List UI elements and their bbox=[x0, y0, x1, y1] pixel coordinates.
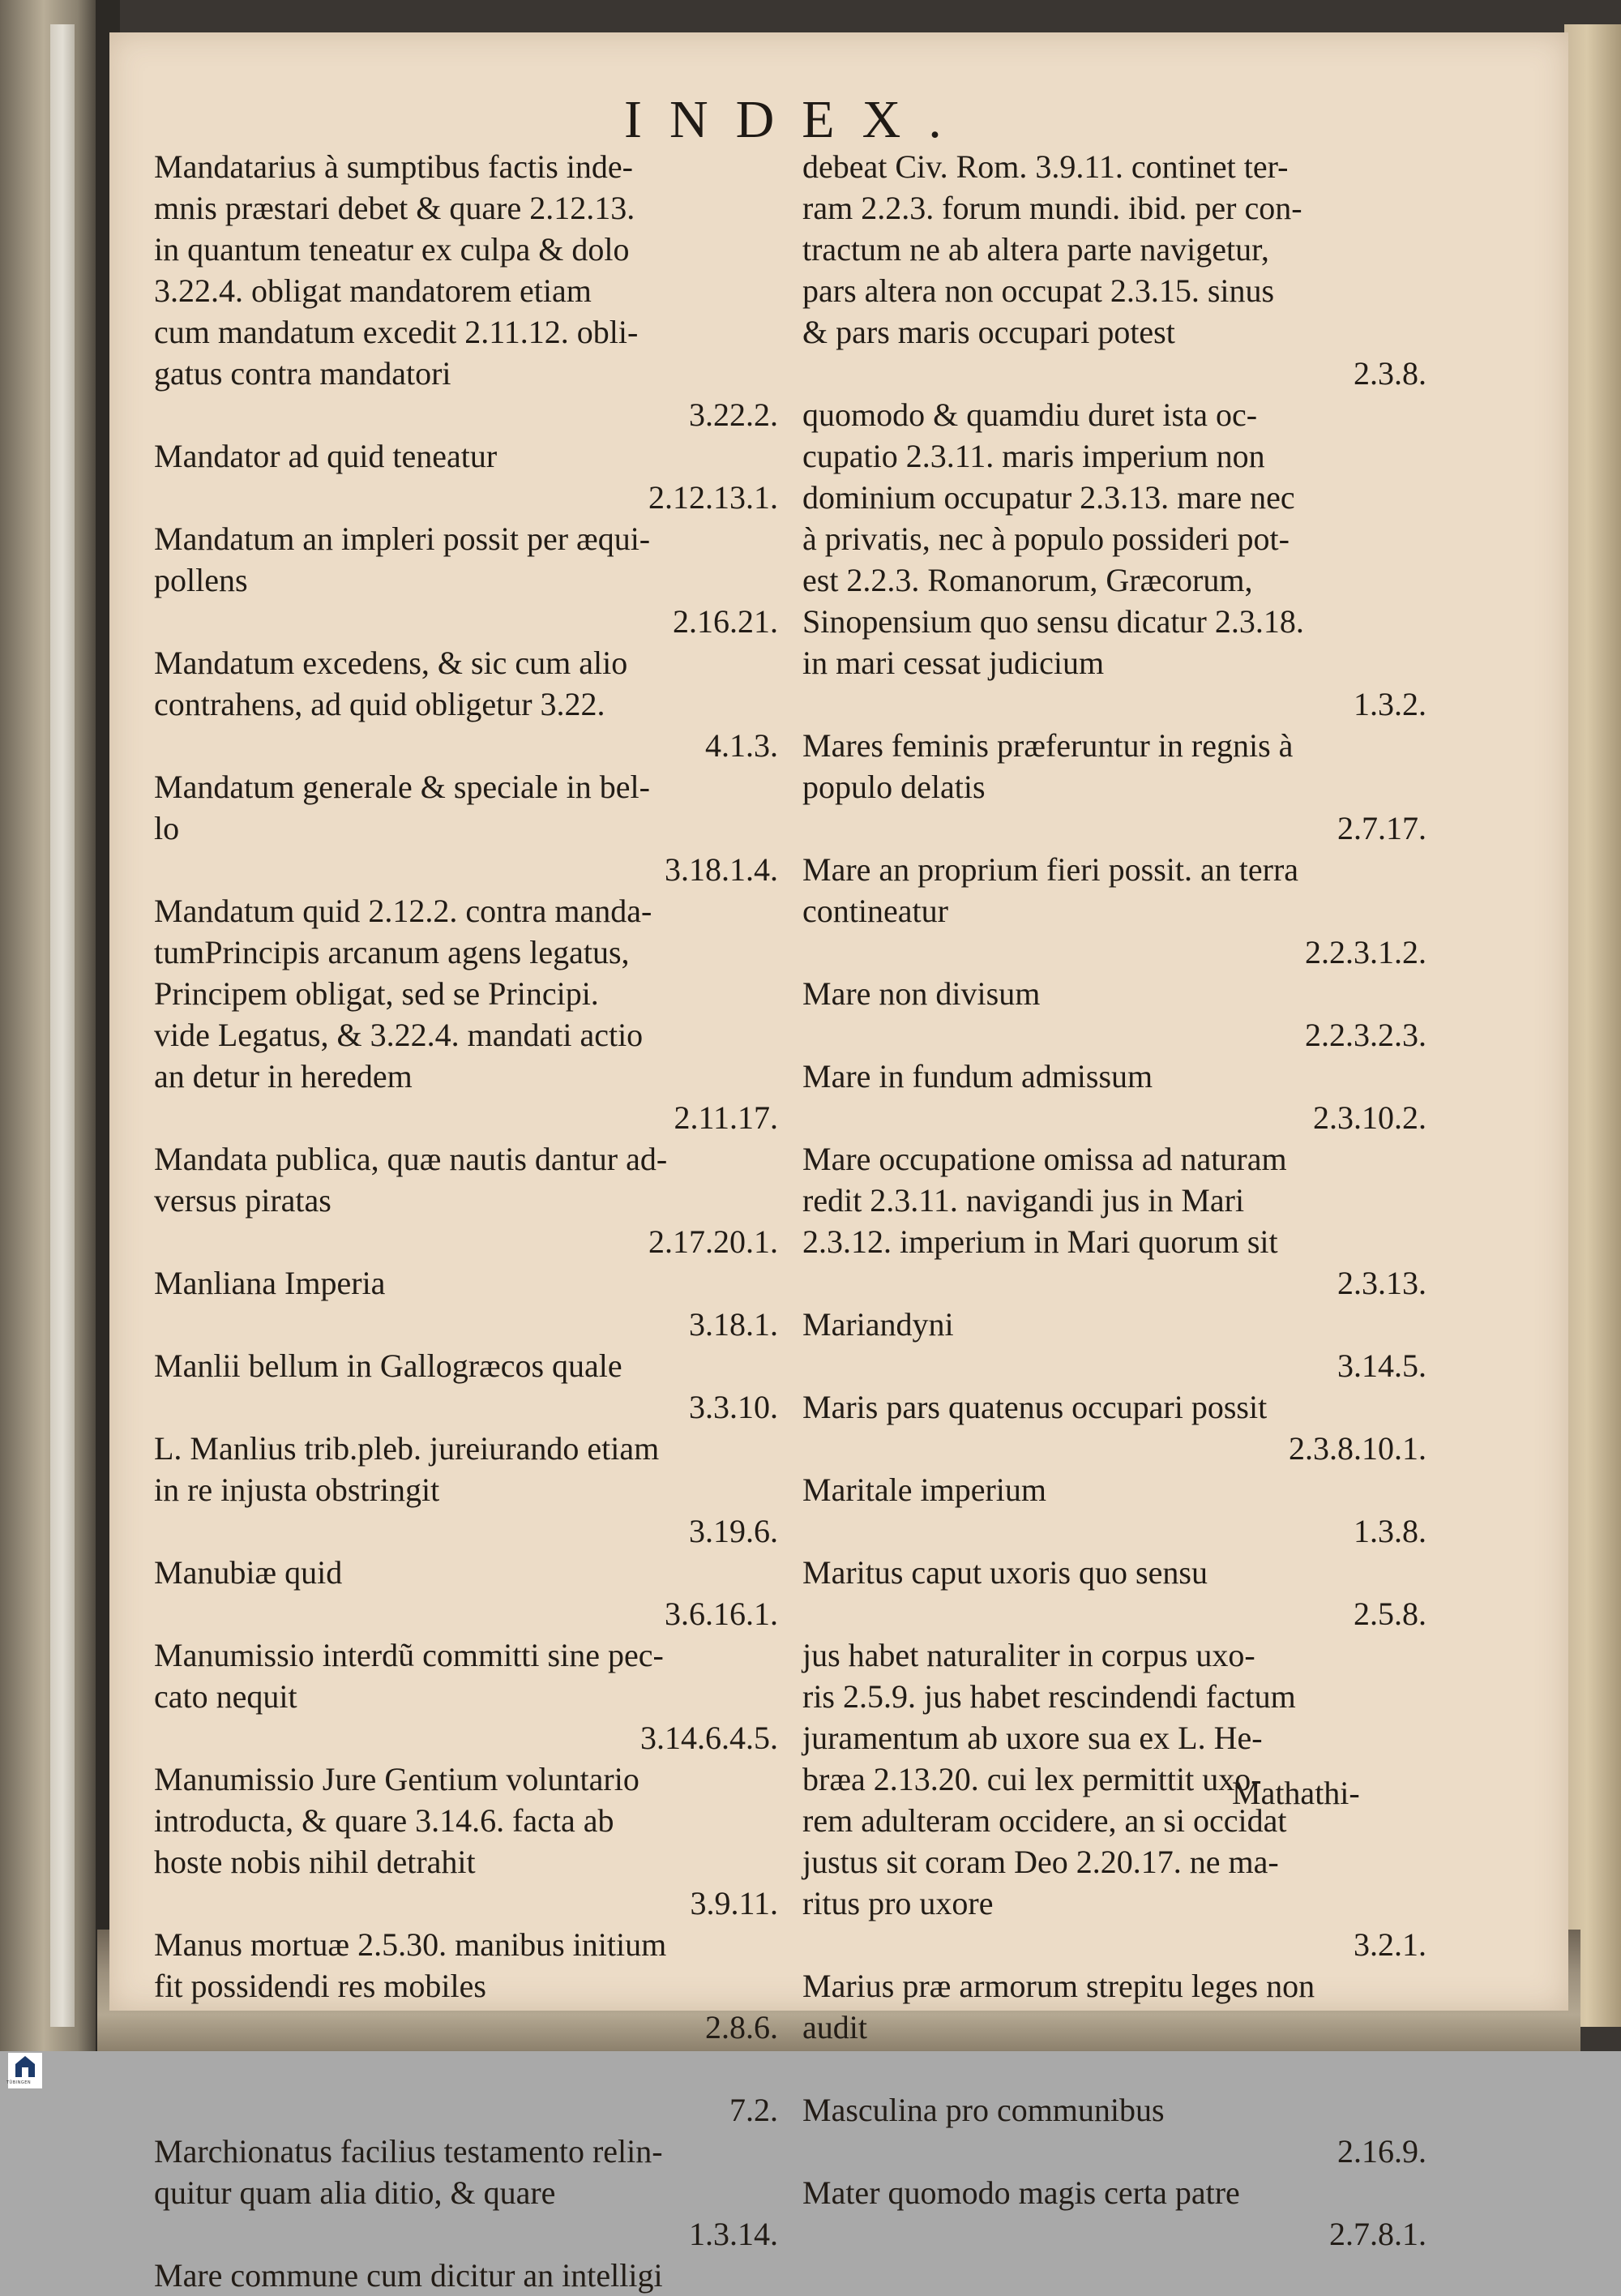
index-entry-line: justus sit coram Deo 2.20.17. ne ma- bbox=[802, 1844, 1279, 1880]
index-entry-line: Maris pars quatenus occupari possit bbox=[802, 1389, 1268, 1425]
index-entry-line: Principem obligat, sed se Principi. bbox=[154, 975, 599, 1012]
index-entry-line: dominium occupatur 2.3.13. mare nec bbox=[802, 479, 1295, 516]
index-entry-line: & pars maris occupari potest bbox=[802, 314, 1175, 350]
index-entry-reference: 4.1.3. bbox=[705, 727, 778, 764]
index-entry bbox=[802, 1056, 1426, 1138]
index-entry bbox=[154, 146, 778, 435]
index-entry-line: bræa 2.13.20. cui lex permittit uxo- bbox=[802, 1761, 1262, 1797]
index-entry-line: Mandatarius à sumptibus factis inde- bbox=[154, 148, 633, 185]
index-entry-reference: 7.2. bbox=[729, 2092, 778, 2128]
index-entry-line: Mares feminis præferuntur in regnis à bbox=[802, 727, 1294, 764]
index-entry bbox=[802, 394, 1426, 725]
index-entry-reference: 1.3.8. bbox=[1354, 1513, 1426, 1549]
index-entry-line: contrahens, ad quid obligetur 3.22. bbox=[154, 686, 605, 722]
index-entry-line: fit possidendi res mobiles bbox=[154, 1968, 486, 2004]
index-entry-line: jus habet naturaliter in corpus uxo- bbox=[802, 1637, 1255, 1673]
index-entry-line: in re injusta obstringit bbox=[154, 1471, 440, 1508]
catchword: Mathathi- bbox=[1232, 1775, 1360, 1811]
index-entry-line: populo delatis bbox=[802, 769, 986, 805]
index-entry bbox=[154, 1552, 778, 1634]
index-entry bbox=[154, 2131, 778, 2255]
index-column-right bbox=[802, 146, 1426, 2255]
facing-page-paper-strip bbox=[50, 24, 75, 2027]
index-entry-line: Mare in fundum admissum bbox=[802, 1058, 1153, 1094]
index-entry-line: vide Legatus, & 3.22.4. mandati actio bbox=[154, 1017, 644, 1053]
page-fore-edge bbox=[1564, 24, 1621, 2027]
page-title: INDEX. bbox=[624, 90, 969, 149]
index-entry-line: Mariandyni bbox=[802, 1306, 954, 1343]
index-entry-reference: 2.3.10.2. bbox=[1313, 1099, 1426, 1136]
index-entry-line: redit 2.3.11. navigandi jus in Mari bbox=[802, 1182, 1245, 1219]
index-entry-line: cato nequit bbox=[154, 1678, 297, 1715]
index-entry-line: Maritus caput uxoris quo sensu bbox=[802, 1554, 1208, 1591]
index-entry-line: mnis præstari debet & quare 2.12.13. bbox=[154, 190, 635, 226]
index-entry-line: an detur in heredem bbox=[154, 1058, 413, 1094]
index-entry bbox=[802, 1469, 1426, 1552]
index-entry bbox=[154, 1345, 778, 1428]
index-entry-reference: 2.17.20.1. bbox=[648, 1223, 778, 1260]
index-entry-line: ram 2.2.3. forum mundi. ibid. per con- bbox=[802, 190, 1302, 226]
index-entry-line: pollens bbox=[154, 562, 248, 598]
index-entry-line: in quantum teneatur ex culpa & dolo bbox=[154, 231, 630, 268]
index-entry-line: lo bbox=[154, 810, 180, 846]
index-entry bbox=[154, 766, 778, 890]
index-entry bbox=[802, 2089, 1426, 2172]
index-entry bbox=[802, 2172, 1426, 2255]
index-entry bbox=[154, 1758, 778, 1924]
index-entry bbox=[154, 642, 778, 766]
index-entry-line: Manus mortuæ 2.5.30. manibus initium bbox=[154, 1926, 667, 1963]
index-entry-line: versus piratas bbox=[154, 1182, 331, 1219]
index-entry bbox=[802, 973, 1426, 1056]
index-entry-reference: 2.2.3.2.3. bbox=[1305, 1017, 1426, 1053]
index-entry bbox=[154, 1428, 778, 1552]
index-entry-line: Manliana Imperia bbox=[154, 1265, 386, 1301]
index-entry bbox=[154, 1262, 778, 1345]
index-entry-line: Manumissio interdũ committi sine pec- bbox=[154, 1637, 664, 1673]
index-entry-line: contineatur bbox=[802, 893, 948, 929]
index-entry-line: 2.3.12. imperium in Mari quorum sit bbox=[802, 1223, 1278, 1260]
index-entry-line: Mandatum an impleri possit per æqui- bbox=[154, 520, 651, 557]
index-entry bbox=[802, 1552, 1426, 1634]
index-entry-line: Manumissio Jure Gentium voluntario bbox=[154, 1761, 639, 1797]
index-entry-line: ritus pro uxore bbox=[802, 1885, 994, 1921]
index-entry-line: Mandatum excedens, & sic cum alio bbox=[154, 645, 628, 681]
index-entry-line: quitur quam alia ditio, & quare bbox=[154, 2174, 556, 2211]
index-entry-line: quomodo & quamdiu duret ista oc- bbox=[802, 396, 1258, 433]
index-entry-reference: 2.3.13. bbox=[1337, 1265, 1426, 1301]
index-entry-reference: 3.3.10. bbox=[689, 1389, 778, 1425]
index-entry bbox=[154, 1924, 778, 2048]
index-entry bbox=[802, 1386, 1426, 1469]
index-entry-line: in mari cessat judicium bbox=[802, 645, 1105, 681]
index-entry-line: L. Manlius trib.pleb. jureiurando etiam bbox=[154, 1430, 660, 1467]
index-entry-line: Mare non divisum bbox=[802, 975, 1041, 1012]
index-entry-reference: 2.11.17. bbox=[674, 1099, 778, 1136]
index-entry-line: Marius præ armorum strepitu leges non bbox=[802, 1968, 1315, 2004]
index-entry bbox=[802, 1138, 1426, 1304]
index-entry-line: Sinopensium quo sensu dicatur 2.3.18. bbox=[802, 603, 1304, 640]
index-entry-line: est 2.2.3. Romanorum, Græcorum, bbox=[802, 562, 1253, 598]
index-entry bbox=[154, 1634, 778, 1758]
index-entry bbox=[154, 435, 778, 518]
index-entry-line: hoste nobis nihil detrahit bbox=[154, 1844, 476, 1880]
index-entry-line: audit bbox=[802, 2009, 867, 2045]
index-entry-line: Mater quomodo magis certa patre bbox=[802, 2174, 1240, 2211]
index-entry bbox=[154, 2255, 778, 2296]
index-entry-line: cupatio 2.3.11. maris imperium non bbox=[802, 438, 1265, 474]
index-entry-reference: 2.12.13.1. bbox=[648, 479, 778, 516]
index-entry-reference: 3.19.6. bbox=[689, 1513, 778, 1549]
index-entry-line: Mare an proprium fieri possit. an terra bbox=[802, 851, 1299, 888]
index-entry-reference: 3.2.1. bbox=[1354, 1926, 1426, 1963]
index-entry-reference: 3.6.16.1. bbox=[665, 1596, 778, 1632]
index-entry-line: Mare occupatione omissa ad naturam bbox=[802, 1141, 1287, 1177]
index-entry-line: cum mandatum excedit 2.11.12. obli- bbox=[154, 314, 639, 350]
index-entry-line: rem adulteram occidere, an si occidat bbox=[802, 1802, 1287, 1839]
index-entry-line: debeat Civ. Rom. 3.9.11. continet ter- bbox=[802, 148, 1289, 185]
index-entry-reference: 3.18.1. bbox=[689, 1306, 778, 1343]
index-entry-line: tractum ne ab altera parte navigetur, bbox=[802, 231, 1269, 268]
index-entry bbox=[154, 890, 778, 1138]
index-entry-reference: 1.3.2. bbox=[1354, 686, 1426, 722]
index-entry-line: Mandatum quid 2.12.2. contra manda- bbox=[154, 893, 652, 929]
index-entry-line: Mare commune cum dicitur an intelligi bbox=[154, 2257, 663, 2294]
index-entry-line: Mandatum generale & speciale in bel- bbox=[154, 769, 650, 805]
index-entry-reference: 2.3.8.10.1. bbox=[1289, 1430, 1426, 1467]
index-entry bbox=[802, 725, 1426, 849]
index-entry bbox=[154, 1138, 778, 1262]
index-entry-line: Mandata publica, quæ nautis dantur ad- bbox=[154, 1141, 668, 1177]
index-entry-line: juramentum ab uxore sua ex L. He- bbox=[802, 1720, 1263, 1756]
index-entry-line: gatus contra mandatori bbox=[154, 355, 451, 392]
index-entry bbox=[802, 146, 1426, 394]
index-entry-reference: 2.7.8.1. bbox=[1329, 2216, 1426, 2252]
index-entry-line: pars altera non occupat 2.3.15. sinus bbox=[802, 272, 1275, 309]
viewer-footer-bar bbox=[0, 2051, 1621, 2091]
index-entry-reference: 1.3.14. bbox=[689, 2216, 778, 2252]
index-entry-reference: 2.7.17. bbox=[1337, 810, 1426, 846]
index-entry-reference: 3.22.2. bbox=[689, 396, 778, 433]
index-entry bbox=[802, 849, 1426, 973]
index-entry-reference: 3.18.1.4. bbox=[665, 851, 778, 888]
index-entry-reference: 2.5.8. bbox=[1354, 1596, 1426, 1632]
index-entry-line: 3.22.4. obligat mandatorem etiam bbox=[154, 272, 592, 309]
index-entry-line: Manubiæ quid bbox=[154, 1554, 343, 1591]
index-entry-line: Marchionatus facilius testamento relin- bbox=[154, 2133, 663, 2170]
index-entry-line: ris 2.5.9. jus habet rescindendi factum bbox=[802, 1678, 1296, 1715]
index-entry-reference: 2.16.9. bbox=[1337, 2133, 1426, 2170]
index-entry-line: tumPrincipis arcanum agens legatus, bbox=[154, 934, 630, 970]
index-entry-line: Maritale imperium bbox=[802, 1471, 1047, 1508]
index-entry bbox=[802, 1304, 1426, 1386]
index-entry-reference: 3.14.6.4.5. bbox=[640, 1720, 778, 1756]
index-entry bbox=[154, 518, 778, 642]
index-entry-reference: 3.9.11. bbox=[690, 1885, 778, 1921]
index-entry-line: Mandator ad quid teneatur bbox=[154, 438, 498, 474]
index-entry-reference: 2.2.3.1.2. bbox=[1305, 934, 1426, 970]
index-entry-line: Manlii bellum in Gallogræcos quale bbox=[154, 1347, 622, 1384]
index-entry-reference: 2.16.21. bbox=[673, 603, 778, 640]
index-entry-reference: 3.14.5. bbox=[1337, 1347, 1426, 1384]
index-entry-line: à privatis, nec à populo possideri pot- bbox=[802, 520, 1290, 557]
index-entry-reference: 2.3.8. bbox=[1354, 355, 1426, 392]
index-entry-reference: 2.8.6. bbox=[705, 2009, 778, 2045]
index-column-left bbox=[154, 146, 778, 2296]
library-logo-label: TÜBINGEN bbox=[6, 2080, 32, 2085]
index-entry-line: introducta, & quare 3.14.6. facta ab bbox=[154, 1802, 614, 1839]
index-entry-line: Masculina pro communibus bbox=[802, 2092, 1165, 2128]
facing-page-edge bbox=[0, 0, 97, 2051]
